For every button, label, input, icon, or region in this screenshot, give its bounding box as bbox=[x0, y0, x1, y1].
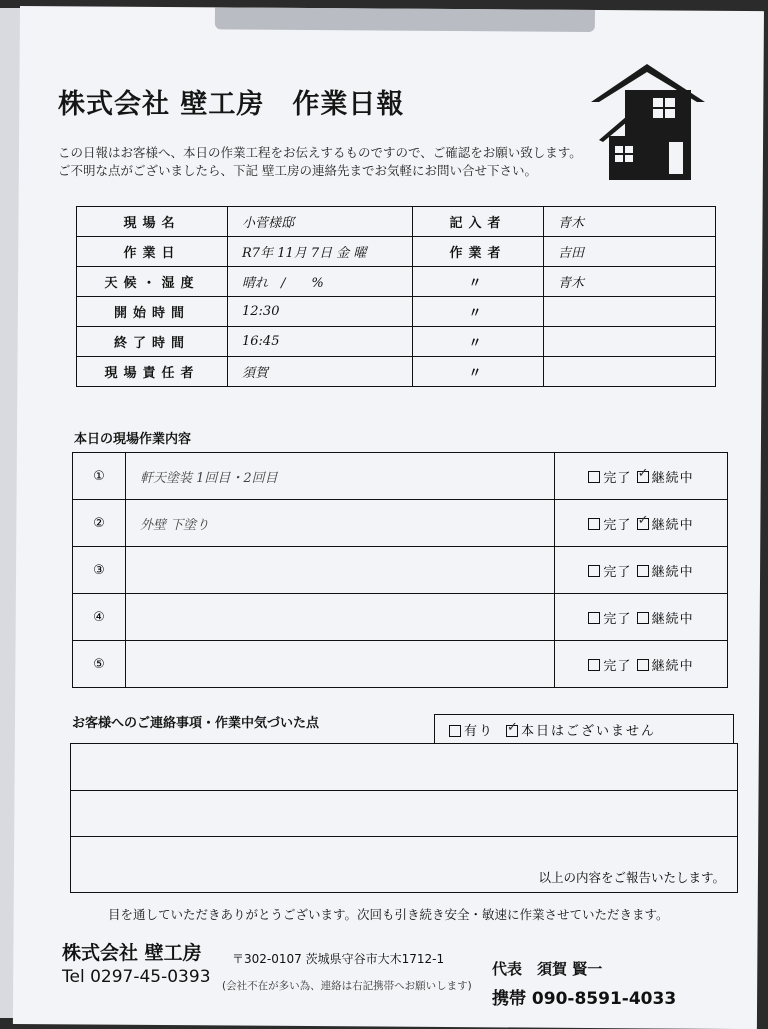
info-row bbox=[77, 327, 716, 357]
intro-line-1: この日報はお客様へ、本日の作業工程をお伝えするものですので、ご確認をお願い致します。 bbox=[58, 145, 582, 160]
contact-options bbox=[434, 714, 734, 744]
none-label: 本日はございません bbox=[521, 724, 657, 739]
company-name: 株式会社 壁工房 bbox=[62, 942, 202, 964]
continuing-label: 継続中 bbox=[651, 658, 694, 674]
work-description[interactable]: 外壁 下塗り bbox=[126, 500, 555, 547]
intro-text bbox=[58, 144, 618, 180]
continuing-checkbox[interactable] bbox=[637, 659, 649, 671]
status-cell bbox=[555, 500, 728, 547]
info-label-2: 〃 bbox=[413, 267, 544, 297]
info-label-2: 〃 bbox=[413, 297, 544, 327]
work-row bbox=[73, 453, 728, 500]
row-number: ④ bbox=[73, 594, 126, 641]
status-cell bbox=[555, 453, 728, 500]
info-value-2[interactable]: 青木 bbox=[544, 267, 716, 297]
representative: 代表 須賀 賢一 bbox=[492, 960, 603, 978]
done-label: 完了 bbox=[603, 470, 632, 486]
info-value-2[interactable] bbox=[544, 327, 716, 357]
none-option[interactable] bbox=[506, 720, 656, 739]
row-number: ③ bbox=[73, 547, 126, 594]
intro-line-2: ご不明な点がございましたら、下記 壁工房の連絡先までお気軽にお問い合せ下さい。 bbox=[58, 163, 537, 178]
continuing-checkbox[interactable] bbox=[637, 565, 649, 577]
thanks-text: 目を通していただきありがとうございます。次回も引き続き安全・敏速に作業させていただきます。 bbox=[108, 907, 669, 922]
work-table bbox=[72, 452, 728, 688]
status-cell bbox=[555, 547, 728, 594]
info-label: 現場名 bbox=[77, 207, 228, 237]
info-label-2: 作業者 bbox=[413, 237, 544, 267]
clipboard-clip bbox=[215, 7, 595, 32]
continuing-label: 継続中 bbox=[651, 517, 694, 533]
yes-checkbox[interactable] bbox=[449, 725, 461, 737]
done-label: 完了 bbox=[603, 611, 632, 627]
info-value-2[interactable] bbox=[544, 357, 716, 387]
done-label: 完了 bbox=[603, 564, 632, 580]
work-description[interactable]: 軒天塗装 1回目・2回目 bbox=[126, 453, 555, 500]
info-value[interactable]: 小菅様邸 bbox=[228, 207, 413, 237]
tel-note: (会社不在が多い為、連絡は右記携帯へお願いします) bbox=[222, 980, 472, 992]
yes-option[interactable] bbox=[449, 720, 494, 739]
work-row bbox=[73, 500, 728, 547]
done-checkbox[interactable] bbox=[588, 659, 600, 671]
done-checkbox[interactable] bbox=[588, 518, 600, 530]
info-table bbox=[76, 206, 716, 387]
note-line bbox=[71, 836, 737, 837]
info-row bbox=[77, 237, 716, 267]
info-value[interactable]: R7年 11月 7日 金 曜 bbox=[228, 237, 413, 267]
work-description[interactable] bbox=[126, 641, 555, 688]
info-label-2: 記入者 bbox=[413, 207, 544, 237]
row-number: ⑤ bbox=[73, 641, 126, 688]
done-label: 完了 bbox=[603, 658, 632, 674]
info-label: 開始時間 bbox=[77, 297, 228, 327]
done-checkbox[interactable] bbox=[588, 612, 600, 624]
company-address: 〒302-0107 茨城県守谷市大木1712-1 bbox=[232, 952, 445, 966]
report-note: 以上の内容をご報告いたします。 bbox=[538, 870, 725, 885]
done-label: 完了 bbox=[603, 517, 632, 533]
mobile-number: 携帯 090-8591-4033 bbox=[492, 989, 677, 1009]
none-checkbox[interactable] bbox=[506, 725, 518, 737]
contact-heading: お客様へのご連絡事項・作業中気づいた点 bbox=[72, 716, 320, 731]
info-value-2[interactable]: 青木 bbox=[544, 207, 716, 237]
info-row bbox=[77, 267, 716, 297]
continuing-checkbox[interactable] bbox=[637, 518, 649, 530]
info-label: 作業日 bbox=[77, 237, 228, 267]
company-tel: Tel 0297-45-0393 bbox=[62, 967, 211, 987]
info-label-2: 〃 bbox=[413, 327, 544, 357]
work-row bbox=[73, 594, 728, 641]
status-cell bbox=[555, 594, 728, 641]
contact-notes-box[interactable] bbox=[70, 743, 738, 893]
info-value[interactable]: 12:30 bbox=[228, 297, 413, 327]
info-value[interactable]: 晴れ / % bbox=[228, 267, 413, 297]
info-row bbox=[77, 357, 716, 387]
info-row bbox=[77, 207, 716, 237]
yes-label: 有り bbox=[464, 724, 495, 739]
work-description[interactable] bbox=[126, 594, 555, 641]
info-row bbox=[77, 297, 716, 327]
info-label: 天候・湿度 bbox=[77, 267, 228, 297]
work-row bbox=[73, 547, 728, 594]
continuing-checkbox[interactable] bbox=[637, 471, 649, 483]
continuing-label: 継続中 bbox=[651, 470, 694, 486]
row-number: ① bbox=[73, 453, 126, 500]
page-title: 株式会社 壁工房 作業日報 bbox=[58, 89, 405, 120]
continuing-label: 継続中 bbox=[651, 611, 694, 627]
info-label: 現場責任者 bbox=[77, 357, 228, 387]
status-cell bbox=[555, 641, 728, 688]
house-icon bbox=[585, 58, 710, 183]
work-row bbox=[73, 641, 728, 688]
info-value[interactable]: 16:45 bbox=[228, 327, 413, 357]
done-checkbox[interactable] bbox=[588, 471, 600, 483]
info-label-2: 〃 bbox=[413, 357, 544, 387]
note-line bbox=[71, 790, 737, 791]
info-value-2[interactable] bbox=[544, 297, 716, 327]
work-description[interactable] bbox=[126, 547, 555, 594]
info-label: 終了時間 bbox=[77, 327, 228, 357]
row-number: ② bbox=[73, 500, 126, 547]
info-value-2[interactable]: 吉田 bbox=[544, 237, 716, 267]
info-value[interactable]: 須賀 bbox=[228, 357, 413, 387]
continuing-label: 継続中 bbox=[651, 564, 694, 580]
work-heading: 本日の現場作業内容 bbox=[74, 432, 192, 447]
continuing-checkbox[interactable] bbox=[637, 612, 649, 624]
done-checkbox[interactable] bbox=[588, 565, 600, 577]
